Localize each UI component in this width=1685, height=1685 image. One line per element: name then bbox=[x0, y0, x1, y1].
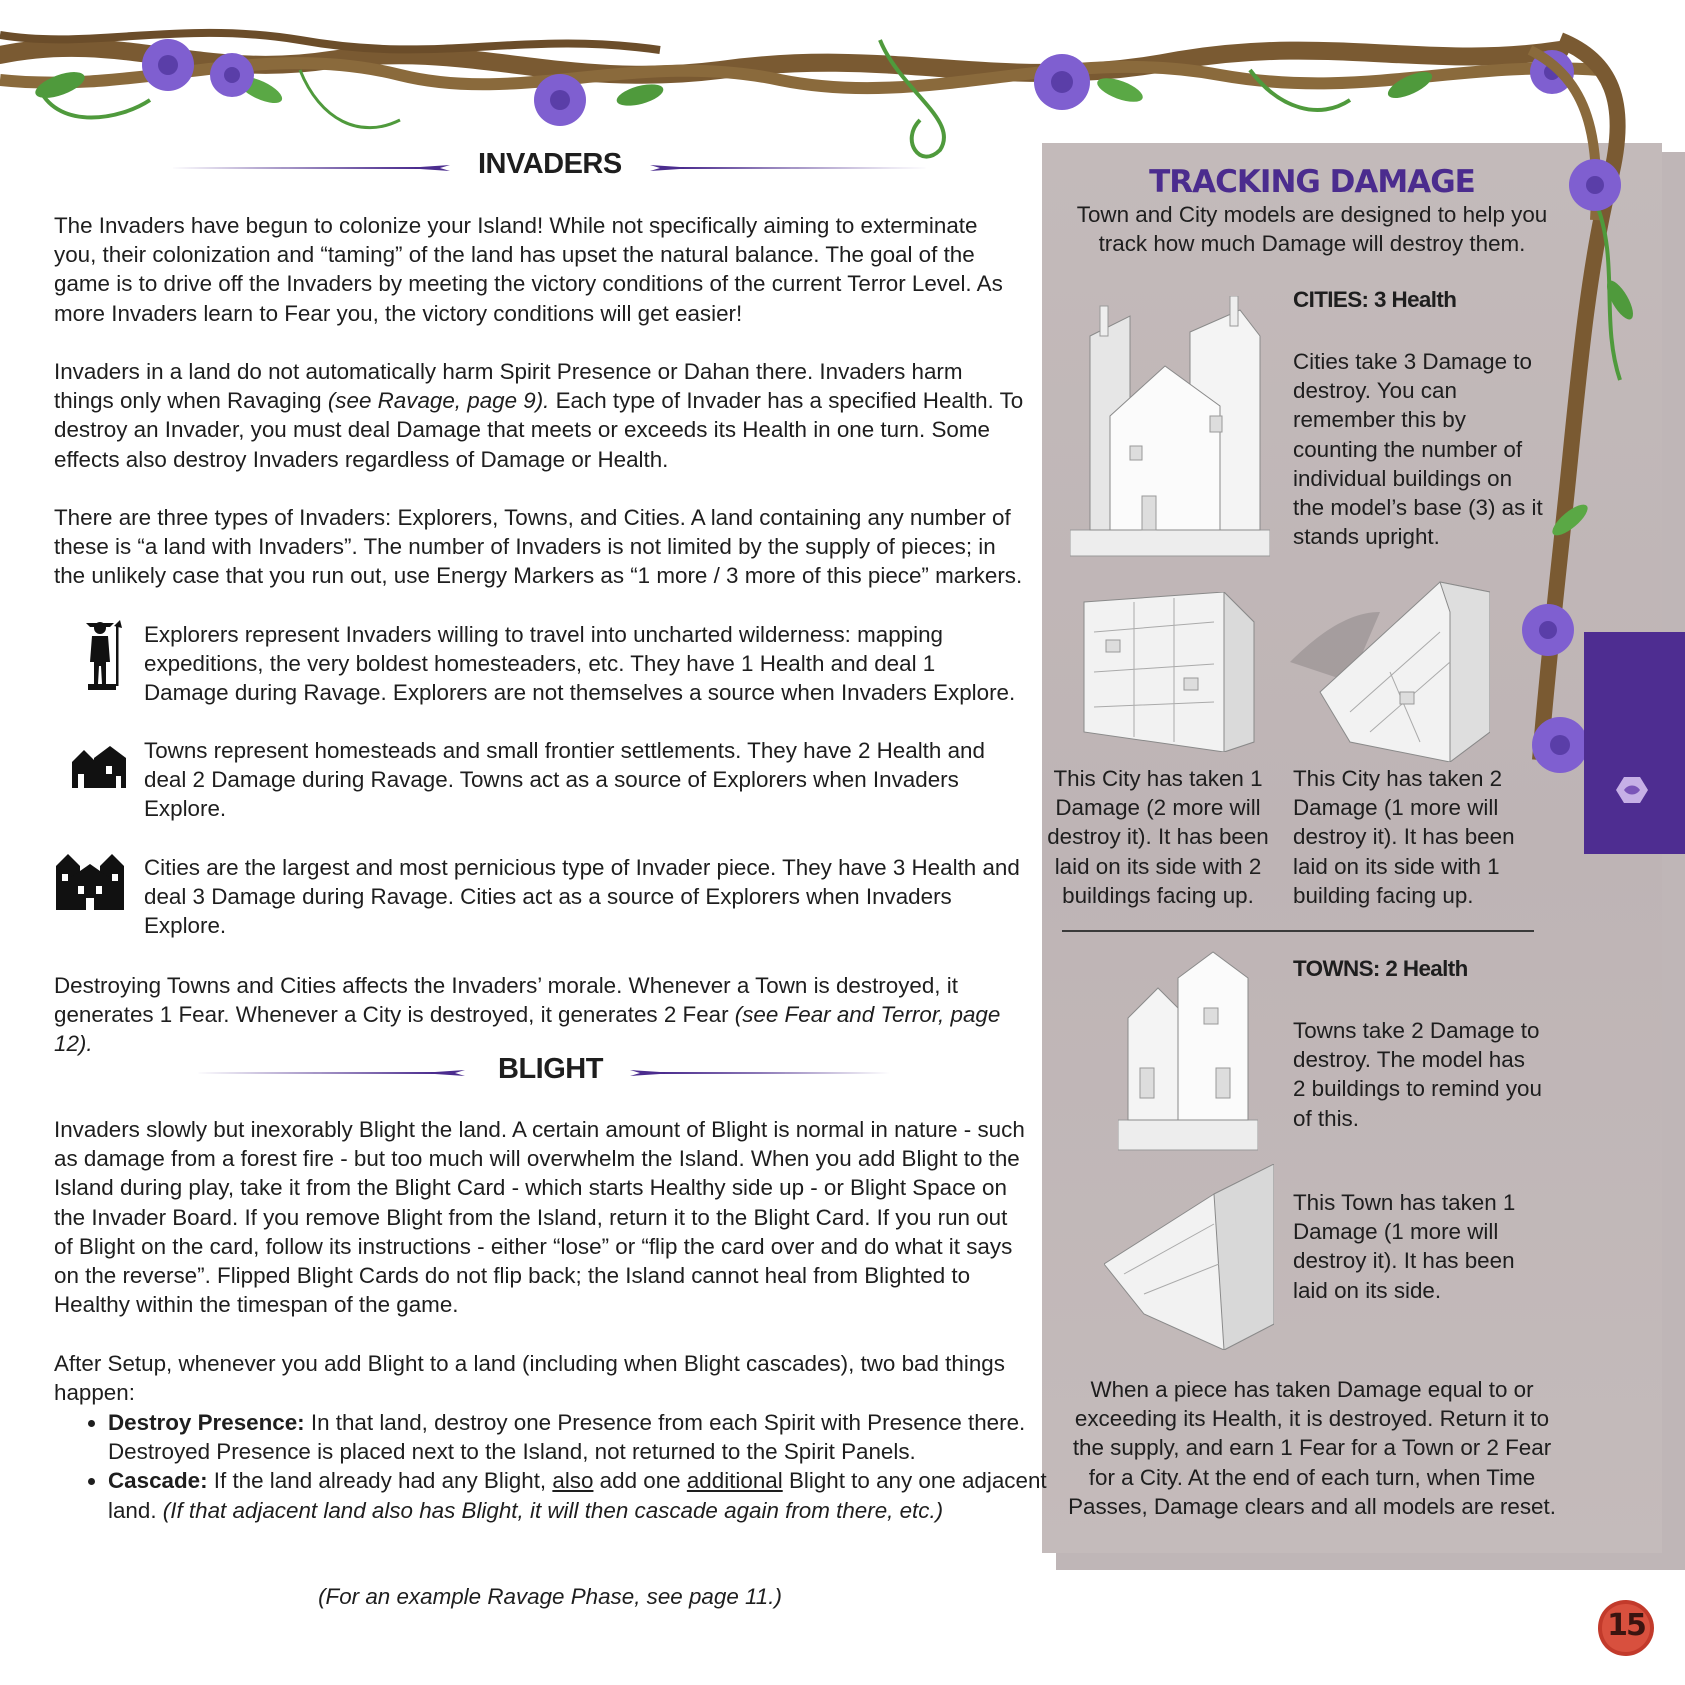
blight-effects-list bbox=[78, 1408, 1058, 1525]
blight-heading: BLIGHT bbox=[498, 1053, 603, 1085]
city-model-two-damage bbox=[1290, 572, 1490, 762]
heading-rule-left bbox=[170, 164, 450, 172]
town-icon bbox=[70, 744, 128, 790]
list-item: • Destroy Presence: In that land, destroy one Presence from each Spirit with Presence there. Destroyed Presence is placed next to the Island, not returned to the Spirit Panels. bbox=[108, 1408, 1058, 1466]
town-caption-one-damage: This Town has taken 1 Damage (1 more will destroy it). It has been laid on its side. bbox=[1293, 1190, 1516, 1303]
page-number: 15 bbox=[1607, 1608, 1645, 1643]
towns-text: Towns represent homesteads and small frontier settlements. They have 2 Health and deal 2 Damage during Ravage. Towns act as a source of Explorers when Invaders Explore. bbox=[144, 738, 985, 822]
sidebar-closing: When a piece has taken Damage equal to or exceeding its Health, it is destroyed. Return it to the supply, and earn 1 Fear for a Town or 2 Fear for a City. At the end of each turn, when Time Passes, Damage clears and all models are reset. bbox=[1068, 1377, 1556, 1519]
city-caption-one-damage: This City has taken 1 Damage (2 more will destroy it). It has been laid on its side with 2 buildings facing up. bbox=[1047, 766, 1269, 908]
blight-heading-row bbox=[195, 1053, 905, 1093]
towns-heading: TOWNS: 2 Health bbox=[1293, 956, 1468, 981]
tab-emblem-icon bbox=[1612, 772, 1652, 808]
explorer-icon bbox=[80, 620, 126, 692]
sidebar-subtitle: Town and City models are designed to help you track how much Damage will destroy them. bbox=[1076, 202, 1548, 256]
invaders-intro: The Invaders have begun to colonize your Island! While not specifically aiming to exterminate you, their colonization and “taming” of the land has upset the natural balance. The goal of the game is to drive off the Invaders by meeting the victory conditions of the current Terror Level. As more Invaders learn to Fear you, the victory conditions will get easier! bbox=[54, 213, 1003, 326]
invaders-morale: Destroying Towns and Cities affects the Invaders’ morale. Whenever a Town is destroyed, it generates 1 Fear. Whenever a City is destroyed, it generates 2 Fear (see Fear and Terror, page 12). bbox=[54, 973, 1001, 1057]
cities-text: Cities are the largest and most pernicious type of Invader piece. They have 3 Health and deal 3 Damage during Ravage. Cities act as a source of Explorers when Invaders Explore. bbox=[144, 855, 1020, 939]
invaders-heading-row bbox=[170, 148, 930, 188]
city-model-upright bbox=[1070, 296, 1270, 558]
city-caption-two-damage: This City has taken 2 Damage (1 more will destroy it). It has been laid on its side with 1 building facing up. bbox=[1293, 766, 1515, 908]
section-divider bbox=[1062, 930, 1534, 932]
heading-rule-right bbox=[650, 164, 930, 172]
town-model-upright bbox=[1118, 948, 1258, 1152]
towns-health-text: Towns take 2 Damage to destroy. The model has 2 buildings to remind you of this. bbox=[1293, 1018, 1542, 1131]
cities-health-text: Cities take 3 Damage to destroy. You can remember this by counting the number of individual buildings on the model’s base (3) as it stands upright. bbox=[1293, 349, 1543, 550]
town-model-one-damage bbox=[1104, 1164, 1274, 1350]
invaders-types: There are three types of Invaders: Explorers, Towns, and Cities. A land containing any number of these is “a land with Invaders”. The number of Invaders is not limited by the supply of pieces; in the unlikely case that you run out, use Energy Markers as “1 more / 3 more of this piece” markers. bbox=[54, 505, 1023, 589]
invaders-harm: Invaders in a land do not automatically harm Spirit Presence or Dahan there. Invaders harm things only when Ravaging (see Ravage, page 9). Each type of Invader has a specified Health. To destroy an Invader, you must deal Damage that meets or exceeds its Health in one turn. Some effects also destroy Invaders regardless of Damage or Health. bbox=[54, 359, 1024, 472]
sidebar-title: TRACKING DAMAGE bbox=[1149, 164, 1475, 200]
list-item: • Cascade: If the land already had any Blight, also add one additional Blight to any one adjacent land. (If that adjacent land also has Blight, it will then cascade again from there, etc.) bbox=[108, 1466, 1058, 1524]
blight-after-setup: After Setup, whenever you add Blight to a land (including when Blight cascades), two bad things happen: bbox=[54, 1351, 1005, 1406]
ravage-example-note: (For an example Ravage Phase, see page 11.) bbox=[318, 1584, 782, 1609]
cities-heading: CITIES: 3 Health bbox=[1293, 287, 1457, 312]
city-icon bbox=[54, 852, 126, 912]
blight-intro: Invaders slowly but inexorably Blight the land. A certain amount of Blight is normal in nature - such as damage from a forest fire - but too much will overwhelm the Island. When you add Blight to the Island during play, take it from the Blight Card - which starts Healthy side up - or Blight Space on the Invader Board. If you remove Blight from the Island, return it to the Blight Card. If you run out of Blight on the card, follow its instructions - either “lose” or “flip the card over and do what it says on the reverse”. Flipped Blight Cards do not flip back; the Island cannot heal from Blighted to Healthy within the timespan of the game. bbox=[54, 1117, 1025, 1318]
invaders-heading: INVADERS bbox=[478, 148, 622, 180]
heading-rule-left bbox=[195, 1069, 465, 1077]
city-model-one-damage bbox=[1074, 592, 1264, 752]
heading-rule-right bbox=[630, 1069, 900, 1077]
section-tab bbox=[1584, 632, 1685, 854]
explorers-text: Explorers represent Invaders willing to travel into uncharted wilderness: mapping expeditions, the very boldest homesteaders, etc. They have 1 Health and deal 1 Damage during Ravage. Explorers are not themselves a source when Invaders Explore. bbox=[144, 622, 1016, 706]
